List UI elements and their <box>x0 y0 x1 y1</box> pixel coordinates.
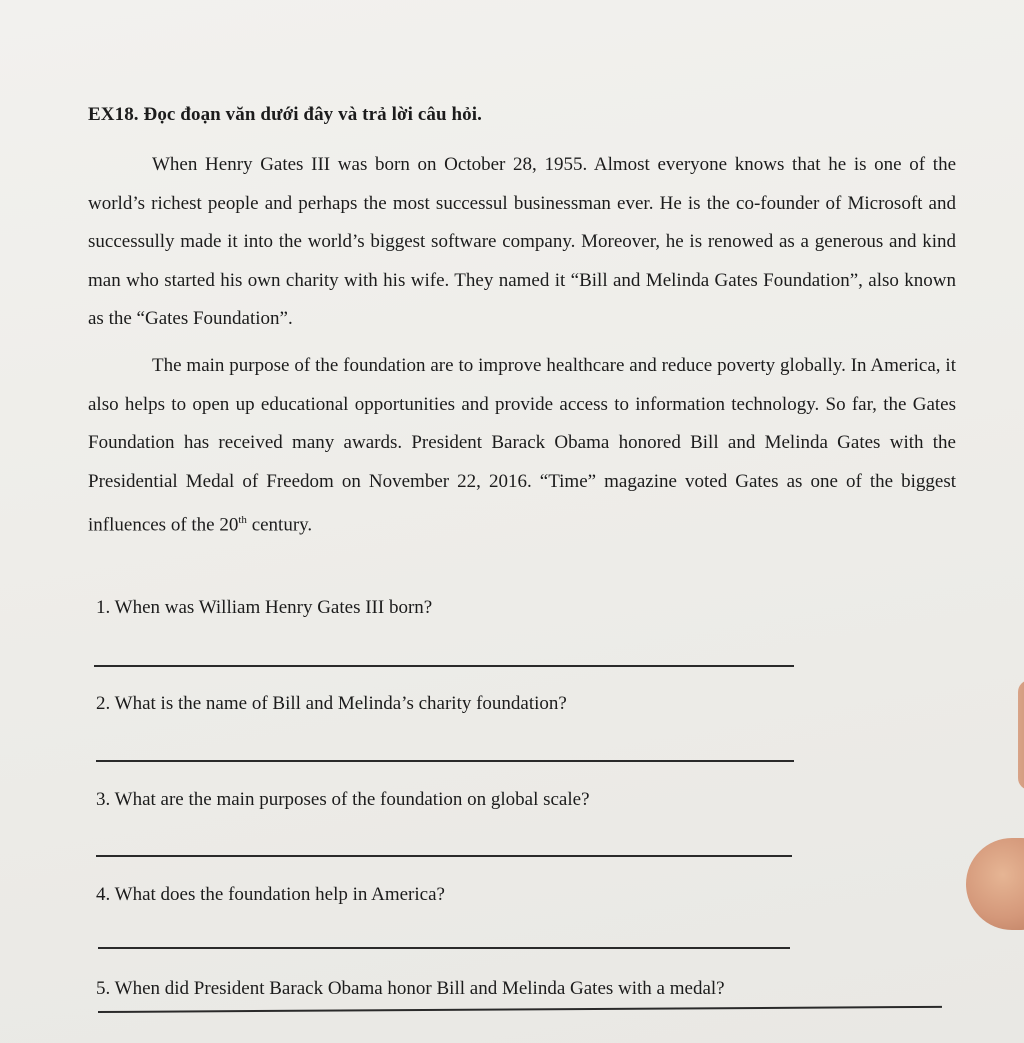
question-4: 4. What does the foundation help in America? <box>96 884 445 905</box>
question-2: 2. What is the name of Bill and Melinda’s charity foundation? <box>96 693 567 714</box>
exercise-heading: EX18. Đọc đoạn văn dưới đây và trả lời câu hỏi. <box>88 104 482 125</box>
answer-line-4[interactable] <box>98 947 790 949</box>
answer-line-1[interactable] <box>94 665 794 667</box>
question-3: 3. What are the main purposes of the foundation on global scale? <box>96 789 590 810</box>
ordinal-superscript: th <box>238 514 247 526</box>
fingertip <box>966 838 1024 930</box>
question-5: 5. When did President Barack Obama honor Bill and Melinda Gates with a medal? <box>96 978 725 999</box>
passage-paragraph-2-end: century. <box>246 514 313 536</box>
answer-line-2[interactable] <box>96 760 794 762</box>
answer-line-3[interactable] <box>96 855 792 857</box>
passage-paragraph-1: When Henry Gates III was born on October 28, 1955. Almost everyone knows that he is one of the world’s richest people and perhaps the most successul businessman ever. He is the co-founder of Microsoft and successully made it into the world’s biggest software company. Moreover, he is renowed as a generous and kind man who started his own charity with his wife. They named it “Bill and Melinda Gates Foundation”, also known as the “Gates Foundation”. <box>88 154 956 329</box>
answer-line-5[interactable] <box>98 1006 942 1013</box>
question-1: 1. When was William Henry Gates III born? <box>96 597 433 618</box>
passage-paragraph-2 <box>88 347 956 545</box>
hand-edge <box>1018 680 1024 790</box>
passage-paragraph-2-text: The main purpose of the foundation are to improve healthcare and reduce poverty globally. In America, it also helps to open up educational opportunities and provide access to information technology. So far, the Gates Foundation has received many awards. President Barack Obama honored Bill and Melinda Gates with the Presidential Medal of Freedom on November 22, 2016. “Time” magazine voted Gates as one of the biggest influences of the 20 <box>88 355 956 536</box>
